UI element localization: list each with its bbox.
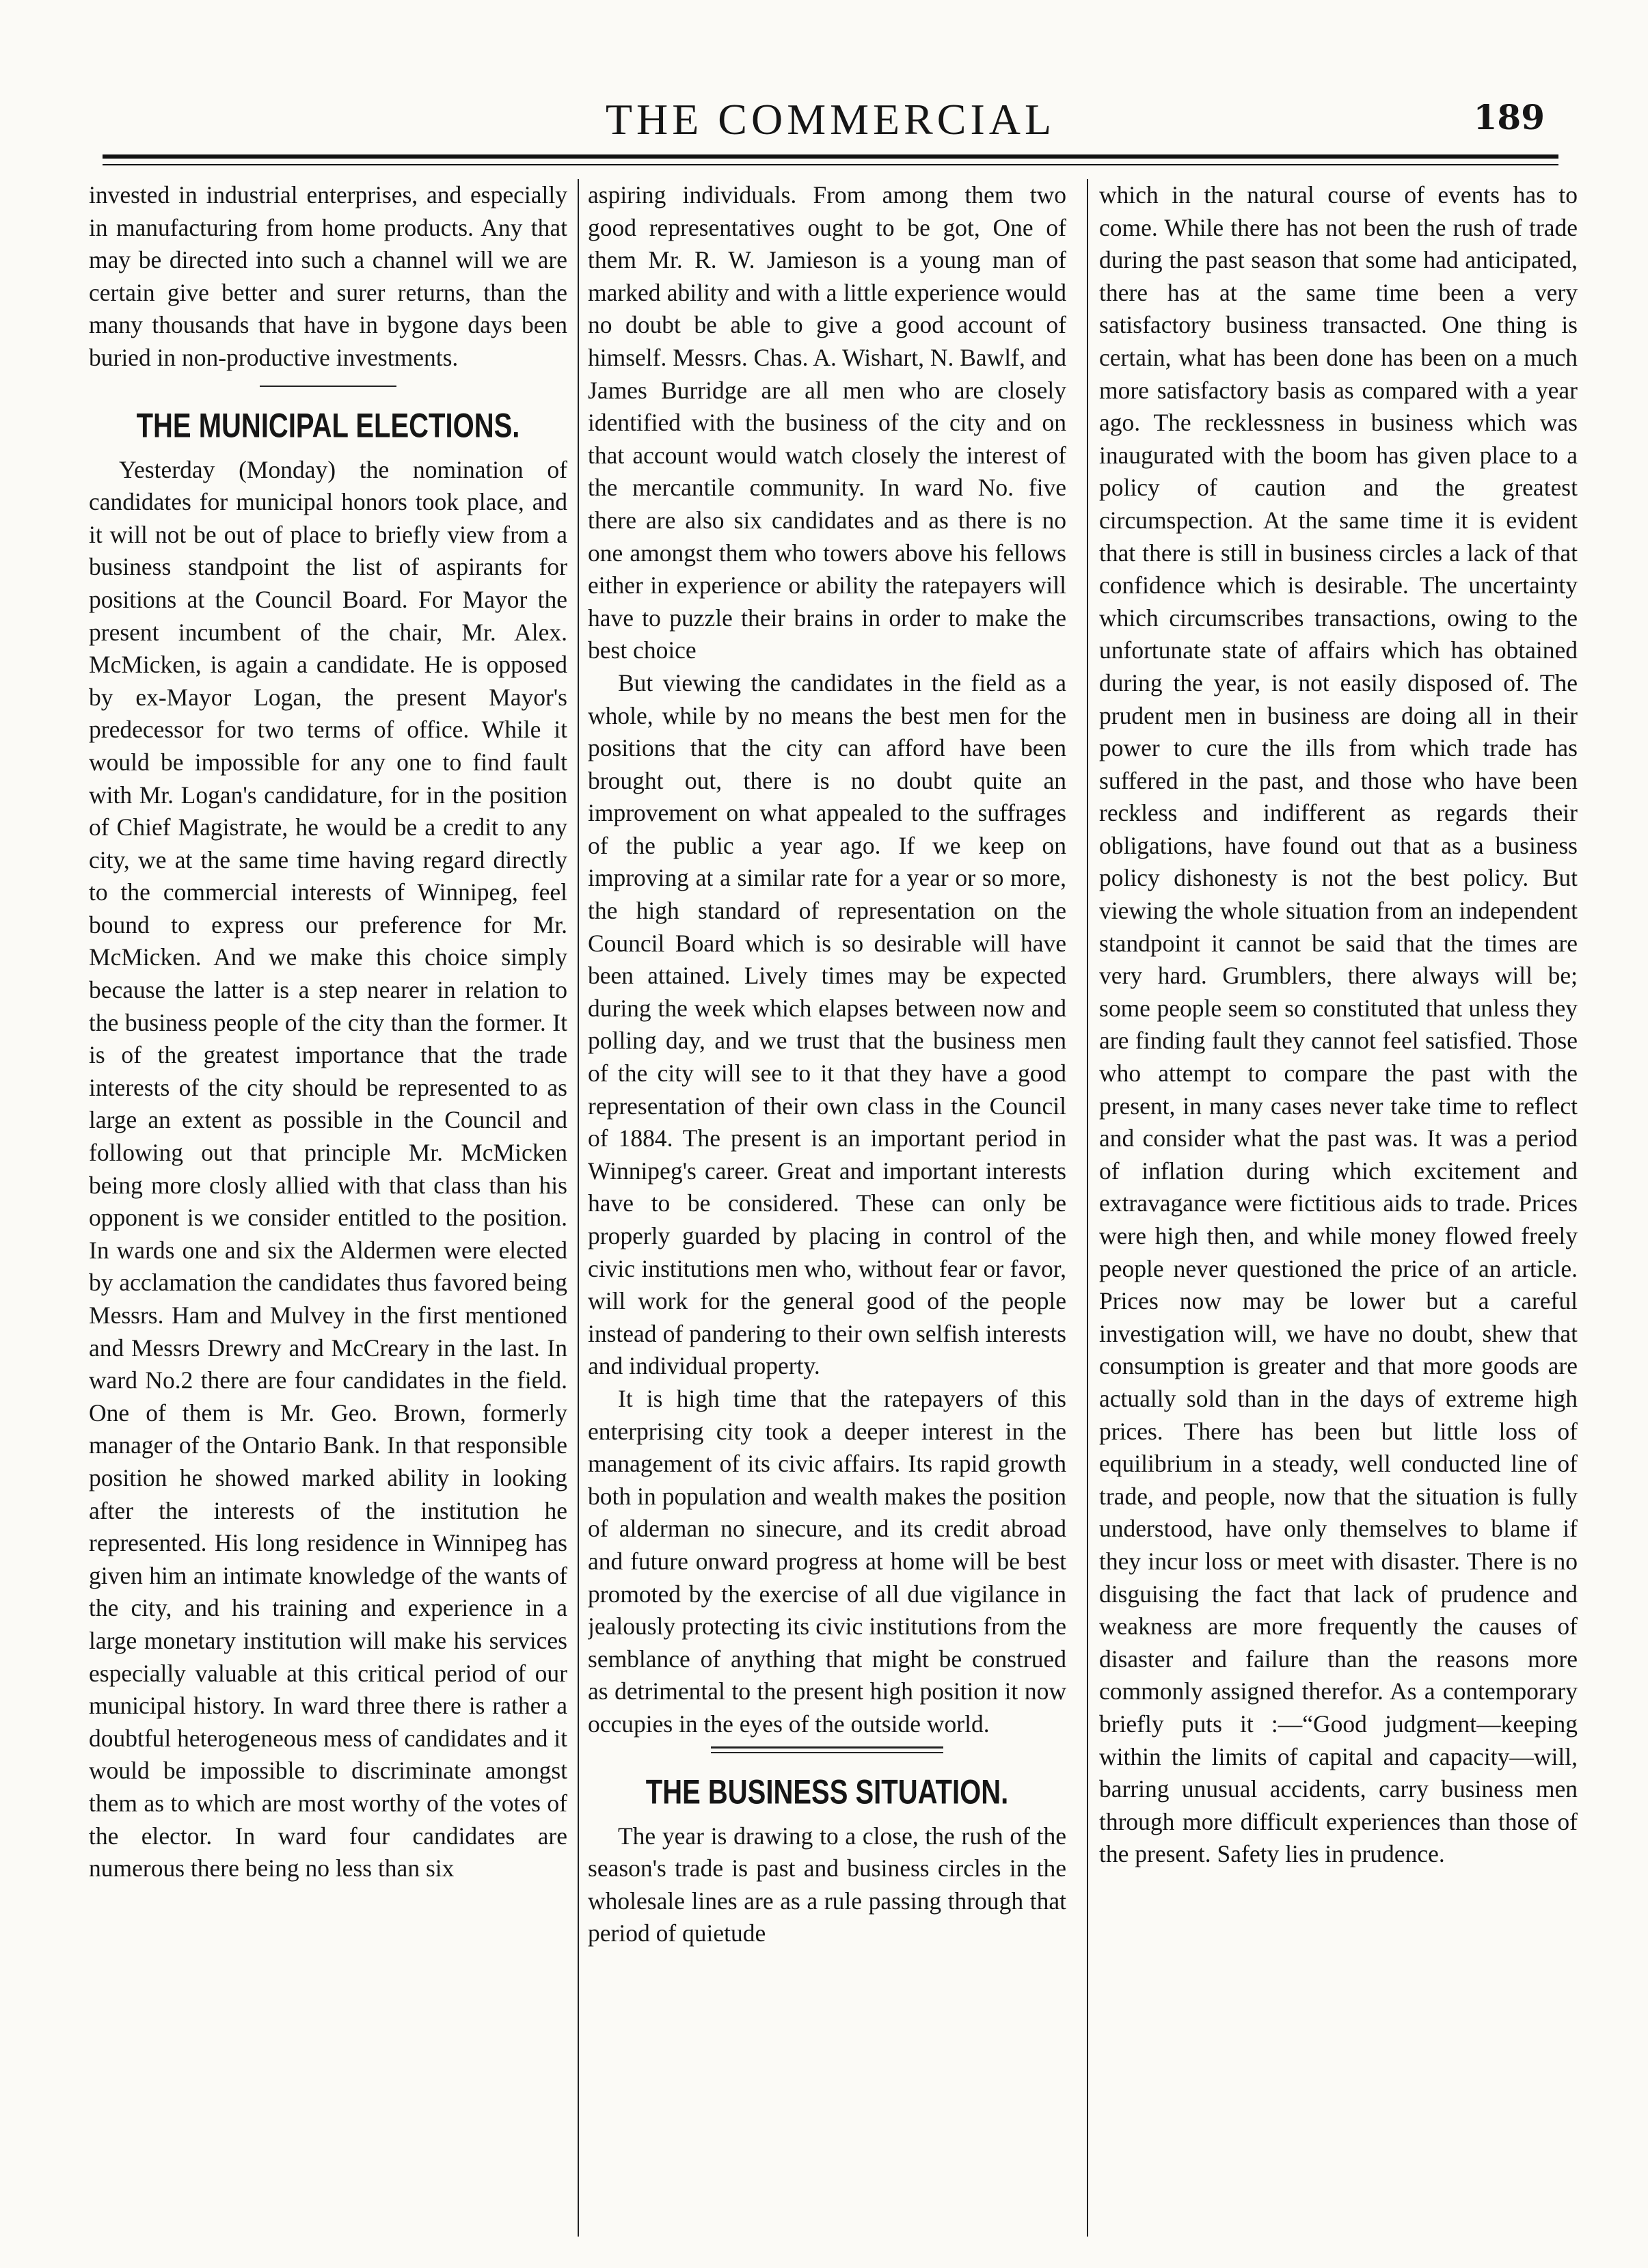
page-number: 189 — [1473, 97, 1545, 137]
column-1 — [89, 179, 567, 2237]
headline-municipal-elections: THE MUNICIPAL ELECTIONS. — [136, 407, 520, 445]
paragraph-ratepayers: It is high time that the ratepayers of this enterprising city took a deeper interest in the management of its civic affairs. Its rapid growth both in population and wealth makes the position of alderman no sinecure, and its credit abroad and future onward progress at home will be best promoted by the exercise of all due vigilance in jealously protecting its civic institutions from the semblance of anything that might be construed as detrimental to the present high position it now occupies in the eyes of the outside world. — [588, 1384, 1066, 1738]
section-divider — [260, 386, 396, 387]
masthead — [103, 89, 1558, 150]
paragraph-year-drawing-close: The year is drawing to a close, the rush of the season's trade is past and business circles in the wholesale lines are as a rule passing through that period of quietude — [588, 1822, 1066, 1947]
column-divider-1 — [578, 179, 579, 2237]
paragraph-business-situation-continued: which in the natural course of events has to come. While there has not been the rush of trade during the past season that some had anticipated, there has at the same time been a very satisfactory business transacted. One thing is certain, what has been done has been on a much more satisfactory basis as compared with a year ago. The recklessness in business which was inaugurated with the boom has given place to a policy of caution and the greatest circumspection. At the same time it is evident that there is still in business circles a lack of that confidence which is desirable. The uncertainty which circumscribes transactions, owing to the unfortunate state of affairs which has obtained during the year, is not easily disposed of. The prudent men in business are doing all in their power to cure the ills from which trade has suffered in the past, and those who have been reckless and indifferent as regards their obligations, have found out that as a business policy dishonesty is not the best policy. But viewing the whole situation from an independent standpoint it cannot be said that the times are very hard. Grumblers, there always will be; some people seem so constituted that unless they are finding fault they cannot feel satisfied. Those who attempt to compare the past with the present, in many cases never take time to reflect and consider what the past was. It was a period of inflation during which excitement and extravagance were fictitious aids to trade. Prices were high then, and while money flowed freely people never questioned the price of an article. Prices now may be lower but a careful investigation will, we have no doubt, shew that consumption is greater and that more goods are actually sold than in the days of extreme high prices. There has been but little loss of equilibrium in a steady, well conducted line of trade, and people, now that the situation is fully understood, have only themselves to blame if they incur loss or meet with disaster. There is no disguising the fact that lack of prudence and weakness are more frequently the causes of disaster and failure than the reasons more commonly assigned therefor. As a contemporary briefly puts it :—“Good judgment—keeping within the limits of capital and capacity—will, barring unusual accidents, carry business men through more difficult experiences than those of the present. Safety lies in prudence. — [1099, 181, 1578, 1868]
paragraph-viewing-candidates: But viewing the candidates in the field as a whole, while by no means the best men for the positions that the city can afford have been brought out, there is no doubt quite an improvement on what appealed to the suffrages of the public a year ago. If we keep on improving at a similar rate for a year or so more, the high standard of representation on the Council Board which is so desirable will have been attained. Lively times may be expected during the week which elapses between now and polling day, and we trust that the business men of the city will see to it that they have a good representation of their own class in the Council of 1884. The present is an important period in Winnipeg's career. Great and important interests have to be considered. These can only be properly guarded by placing in control of the civic institutions men who, without fear or favor, will work for the general good of the people instead of pandering to their own selfish interests and individual property. — [588, 669, 1066, 1380]
column-3 — [1099, 179, 1578, 2237]
section-divider-double — [711, 1746, 943, 1753]
headline-business-situation: THE BUSINESS SITUATION. — [645, 1773, 1009, 1811]
paragraph-aspiring-individuals: aspiring individuals. From among them two good representatives ought to be got, One of them Mr. R. W. Jamieson is a young man of marked ability and with a little experience would no doubt be able to give a good account of himself. Messrs. Chas. A. Wishart, N. Bawlf, and James Burridge are all men who are closely identified with the business of the city and on that account would watch closely the interest of the mercantile community. In ward No. five there are also six candidates and as there is no one amongst them who towers above his fellows either in experience or ability the ratepayers will have to puzzle their brains in order to make the best choice — [588, 181, 1066, 664]
column-divider-2 — [1087, 179, 1088, 2237]
newspaper-title: THE COMMERCIAL — [605, 95, 1056, 144]
paragraph-continued-investments: invested in industrial enterprises, and especially in manufacturing from home products. Any that may be directed into such a channel will we are certain give better and surer returns, than the many thousands that have in bygone days been buried in non-productive investments. — [89, 181, 567, 371]
header-rule-thick — [103, 154, 1558, 159]
column-2 — [588, 179, 1066, 2237]
header-rule-thin — [103, 164, 1558, 165]
paragraph-nominations: Yesterday (Monday) the nomination of candidates for municipal honors took place, and it will not be out of place to briefly view from a business standpoint the list of aspirants for positions at the Council Board. For Mayor the present incumbent of the chair, Mr. Alex. McMicken, is again a candidate. He is opposed by ex-Mayor Logan, the present Mayor's predecessor for two terms of office. While it would be impossible for any one to find fault with Mr. Logan's candidature, for in the position of Chief Magistrate, he would be a credit to any city, we at the same time having regard directly to the commercial interests of Winnipeg, feel bound to express our preference for Mr. McMicken. And we make this choice simply because the latter is a step nearer in relation to the business people of the city than the former. It is of the greatest importance that the trade interests of the city should be represented to as large an extent as possible in the Council and following out that principle Mr. McMicken being more closly allied with that class than his opponent is we consider entitled to the position. In wards one and six the Aldermen were elected by acclamation the candidates thus favored being Messrs. Ham and Mulvey in the first mentioned and Messrs Drewry and McCreary in the last. In ward No.2 there are four candidates in the field. One of them is Mr. Geo. Brown, formerly manager of the Ontario Bank. In that responsible position he showed marked ability in looking after the interests of the institution he represented. His long residence in Winnipeg has given him an intimate knowledge of the wants of the city, and his training and experience in a large monetary institution will make his services especially valuable at this critical period of our municipal history. In ward three there is rather a doubtful heterogeneous mess of candidates and it would be impossible to discriminate amongst them as to which are most worthy of the votes of the elector. In ward four candidates are numerous there being no less than six — [89, 455, 567, 1882]
